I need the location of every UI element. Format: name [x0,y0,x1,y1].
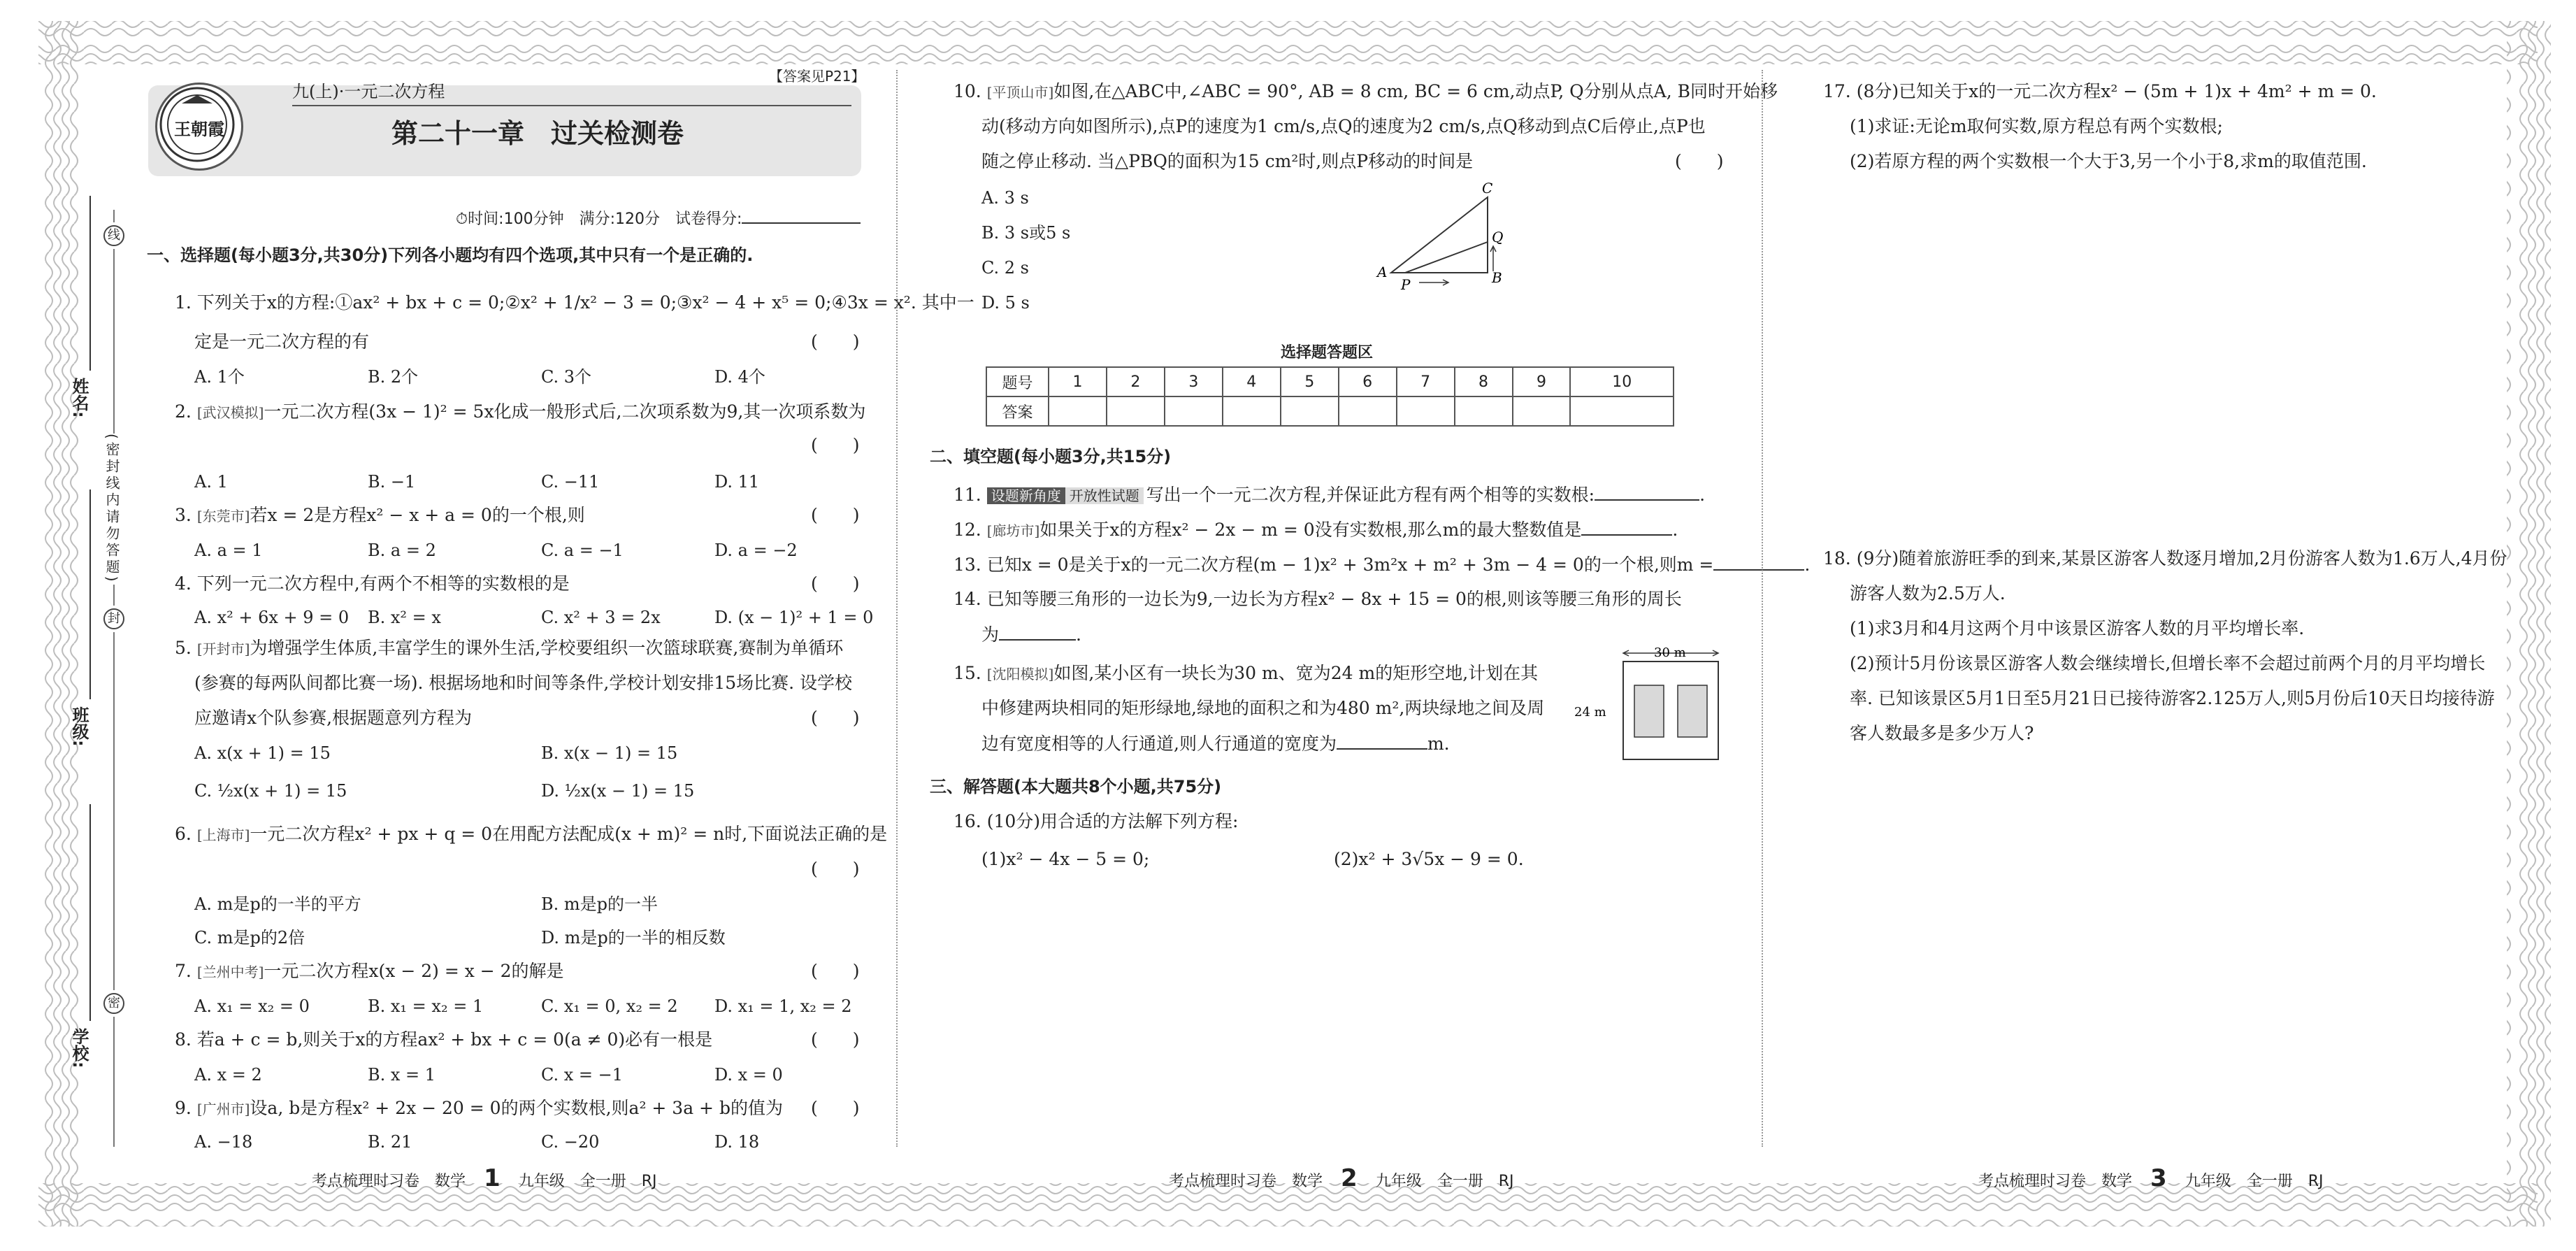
page-number-2: 2 [1341,1164,1358,1192]
q18-part2-line1: (2)预计5月份该景区游客人数会继续增长,但增长率不会超过前两个月的月平均增长 [1850,653,2486,673]
fig15-width-label: 30 m [1654,646,1686,660]
q7-option-a[interactable]: A. x₁ = x₂ = 0 [194,996,310,1016]
fig-label-a: A [1377,264,1388,280]
q10-line2: 动(移动方向如图所示),点P的速度为1 cm/s,点Q的速度为2 cm/s,点Q移动到点C后停止,点P也 [981,116,1706,136]
table-number: 2 [1107,367,1165,396]
q3-option-c[interactable]: C. a = −1 [541,541,624,560]
seal-marker: 封 [103,606,124,632]
answer-table-header-number: 题号 [986,367,1049,396]
q6-answer-paren[interactable]: ( ) [811,859,860,879]
section3-heading: 三、解答题(本大题共8个小题,共75分) [930,777,1222,796]
q4-option-b[interactable]: B. x² = x [368,608,441,627]
answer-cell[interactable] [1223,396,1281,426]
q2-option-c[interactable]: C. −11 [541,472,600,492]
q18-line2: 游客人数为2.5万人. [1850,583,2006,603]
answer-table-number-row [986,367,1674,396]
q18-part2-line3: 客人数最多是多少万人? [1850,723,2034,743]
section1-heading: 一、选择题(每小题3分,共30分)下列各小题均有四个选项,其中只有一个是正确的. [147,245,754,265]
q17-part1: (1)求证:无论m取何实数,原方程总有两个实数根; [1850,116,2223,136]
answer-cell[interactable] [1281,396,1339,426]
q5-option-d[interactable]: D. ½x(x − 1) = 15 [541,781,695,801]
q6-line1: 6. [上海市]一元二次方程x² + px + q = 0在用配方法配成(x + m)² = n时,下面说法正确的是 [175,824,888,844]
chapter-title: 第二十一章 过关检测卷 [391,118,684,149]
q5-answer-paren[interactable]: ( ) [811,708,860,728]
q2-answer-paren[interactable]: ( ) [811,435,860,455]
answer-table-answer-row [986,396,1674,426]
q8-option-d[interactable]: D. x = 0 [714,1065,783,1085]
name-label: 姓名: [69,378,89,418]
q7-line1: 7. [兰州中考]一元二次方程x(x − 2) = x − 2的解是 [175,961,564,981]
q5-line2: (参赛的每两队间都比赛一场). 根据场地和时间等条件,学校计划安排15场比赛. 设学校 [194,673,853,693]
q15-garden-figure [1573,646,1727,765]
q4-option-a[interactable]: A. x² + 6x + 9 = 0 [194,608,350,627]
q4-answer-paren[interactable]: ( ) [811,573,860,594]
q15-line1: 15. [沈阳模拟]如图,某小区有一块长为30 m、宽为24 m的矩形空地,计划在其 [954,663,1539,683]
answer-cell[interactable] [1339,396,1397,426]
fig-label-q: Q [1492,229,1504,245]
class-field[interactable] [89,489,91,699]
answer-table [986,366,1674,427]
q7-option-b[interactable]: B. x₁ = x₂ = 1 [368,996,484,1016]
q17-answer-area[interactable] [1818,182,2503,538]
q10-answer-paren[interactable]: ( ) [1675,151,1724,171]
q3-answer-paren[interactable]: ( ) [811,505,860,525]
q10-option-c[interactable]: C. 2 s [981,258,1029,278]
q9-option-d[interactable]: D. 18 [714,1132,760,1152]
page-number-3: 3 [2150,1164,2167,1192]
answer-cell[interactable] [1107,396,1165,426]
q18-part1: (1)求3月和4月这两个月中该景区游客人数的月平均增长率. [1850,618,2305,638]
q6-option-b[interactable]: B. m是p的一半 [541,894,659,914]
q5-option-b[interactable]: B. x(x − 1) = 15 [541,743,678,763]
q1-option-a[interactable]: A. 1个 [194,367,245,387]
q17-part2: (2)若原方程的两个实数根一个大于3,另一个小于8,求m的取值范围. [1850,151,2367,171]
q9-option-a[interactable]: A. −18 [194,1132,253,1152]
table-number: 8 [1455,367,1513,396]
q6-option-c[interactable]: C. m是p的2倍 [194,928,305,948]
answer-cell[interactable] [1397,396,1455,426]
q10-line3: 随之停止移动. 当△PBQ的面积为15 cm²时,则点P移动的时间是 [981,151,1474,171]
q2-option-d[interactable]: D. 11 [714,472,760,492]
q2-line1: 2. [武汉模拟]一元二次方程(3x − 1)² = 5x化成一般形式后,二次项系数为9,其一次项系数为 [175,401,866,422]
q9-option-b[interactable]: B. 21 [368,1132,412,1152]
q15-line2: 中修建两块相同的矩形绿地,绿地的面积之和为480 m²,两块绿地之间及周 [981,698,1545,718]
q17-line: 17. (8分)已知关于x的一元二次方程x² − (5m + 1)x + 4m² + m = 0. [1823,81,2377,101]
q16-part1: (1)x² − 4x − 5 = 0; [981,849,1150,869]
logo-seal [155,83,243,171]
q8-answer-paren[interactable]: ( ) [811,1029,860,1050]
answer-cell[interactable] [1513,396,1571,426]
q13-line: 13. 已知x = 0是关于x的一元二次方程(m − 1)x² + 3m²x + m² + 3m − 4 = 0的一个根,则m = . [954,555,1811,575]
q5-line1: 5. [开封市]为增强学生体质,丰富学生的课外生活,学校要组织一次篮球联赛,赛制为单循环 [175,638,844,658]
answer-table-title: 选择题答题区 [1281,344,1374,362]
q13-answer-blank[interactable] [1713,554,1804,571]
subject-underline [292,105,851,106]
q11-line: 11. 设题新角度 开放性试题 写出一个一元二次方程,并保证此方程有两个相等的实数根: . [954,485,1706,505]
q8-line1: 8. 若a + c = b,则关于x的方程ax² + bx + c = 0(a ≠ 0)必有一根是 [175,1029,713,1050]
q1-answer-paren[interactable]: ( ) [811,331,860,352]
q9-line1: 9. [广州市]设a, b是方程x² + 2x − 20 = 0的两个实数根,则a² + 3a + b的值为 [175,1098,783,1118]
answer-cell[interactable] [1455,396,1513,426]
q3-option-d[interactable]: D. a = −2 [714,541,798,560]
footer-page-1: 考点梳理时习卷 数学 1 九年级 全一册 RJ [312,1164,657,1192]
q3-option-a[interactable]: A. a = 1 [194,541,263,560]
table-number: 6 [1339,367,1397,396]
q15-answer-blank[interactable] [1337,733,1427,750]
answer-cell[interactable] [1049,396,1107,426]
table-number: 10 [1570,367,1674,396]
name-field[interactable] [89,196,91,371]
table-number: 9 [1513,367,1571,396]
q1-option-b[interactable]: B. 2个 [368,367,419,387]
answer-reference: 【答案见P21】 [769,68,865,85]
seal-warning: (密封线内请勿答题) [102,434,122,585]
table-number: 5 [1281,367,1339,396]
q11-badge-new-angle: 设题新角度 [987,487,1065,504]
q9-answer-paren[interactable]: ( ) [811,1098,860,1118]
footer-page-2: 考点梳理时习卷 数学 2 九年级 全一册 RJ [1169,1164,1514,1192]
q1-option-c[interactable]: C. 3个 [541,367,592,387]
q7-option-d[interactable]: D. x₁ = 1, x₂ = 2 [714,996,852,1016]
column-divider-1 [896,70,898,1147]
column-divider-2 [1762,70,1763,1147]
q14-line1: 14. 已知等腰三角形的一边长为9,一边长为方程x² − 8x + 15 = 0的根,则该等腰三角形的周长 [954,589,1682,609]
page-number-1: 1 [484,1164,501,1192]
q12-line: 12. [廊坊市]如果关于x的方程x² − 2x − m = 0没有实数根,那么m的最大整数值是 . [954,520,1678,540]
q5-line3: 应邀请x个队参赛,根据题意列方程为 [194,708,473,728]
footer-page-3: 考点梳理时习卷 数学 3 九年级 全一册 RJ [1978,1164,2324,1192]
fig-label-p: P [1401,276,1411,293]
q12-answer-blank[interactable] [1581,519,1672,536]
q3-option-b[interactable]: B. a = 2 [368,541,436,560]
school-label: 学校: [69,1028,89,1068]
q4-option-c[interactable]: C. x² + 3 = 2x [541,608,661,627]
q1-line1: 1. 下列关于x的方程:①ax² + bx + c = 0;②x² + 1/x² − 3 = 0;③x² − 4 + x⁵ = 0;④3x = x². 其中一 [175,292,974,313]
q18-line1: 18. (9分)随着旅游旺季的到来,某景区游客人数逐月增加,2月份游客人数为1.6万人,4月份 [1823,548,2507,569]
q14-line2: 为 . [981,624,1081,645]
q7-option-c[interactable]: C. x₁ = 0, x₂ = 2 [541,996,678,1016]
q1-line2: 定是一元二次方程的有 [194,331,370,352]
subject-line: 九(上)·一元二次方程 [292,82,445,101]
q5-option-c[interactable]: C. ½x(x + 1) = 15 [194,781,347,801]
q5-option-a[interactable]: A. x(x + 1) = 15 [194,743,331,763]
exam-meta: ⏱时间:100分钟 满分:120分 试卷得分: [456,207,861,230]
secret-marker: 密 [103,990,124,1017]
table-number: 7 [1397,367,1455,396]
table-number: 4 [1223,367,1281,396]
fig15-height-label: 24 m [1574,705,1606,720]
class-label: 班级: [69,706,89,747]
q2-option-a[interactable]: A. 1 [194,472,228,492]
score-field[interactable] [742,207,861,224]
logo-text: 王朝霞 [174,119,224,139]
q10-option-b[interactable]: B. 3 s或5 s [981,223,1071,243]
q16-part2: (2)x² + 3√5x − 9 = 0. [1334,849,1524,869]
q14-answer-blank[interactable] [999,624,1076,641]
q16-line: 16. (10分)用合适的方法解下列方程: [954,811,1239,831]
section2-heading: 二、填空题(每小题3分,共15分) [930,447,1172,466]
q10-line1: 10. [平顶山市]如图,在△ABC中,∠ABC = 90°, AB = 8 cm, BC = 6 cm,动点P, Q分别从点A, B同时开始移 [954,81,1778,101]
table-number: 3 [1165,367,1223,396]
q11-answer-blank[interactable] [1595,484,1699,501]
q10-option-a[interactable]: A. 3 s [981,188,1029,208]
line-marker: 线 [103,222,124,249]
q10-option-d[interactable]: D. 5 s [981,293,1030,313]
q2-option-b[interactable]: B. −1 [368,472,416,492]
q10-triangle-figure [1370,182,1510,294]
q11-badge-open: 开放性试题 [1065,487,1144,504]
q3-line1: 3. [东莞市]若x = 2是方程x² − x + a = 0的一个根,则 [175,505,585,525]
q9-option-c[interactable]: C. −20 [541,1132,600,1152]
answer-cell[interactable] [1165,396,1223,426]
q7-answer-paren[interactable]: ( ) [811,961,860,981]
answer-cell[interactable] [1570,396,1674,426]
q4-line1: 4. 下列一元二次方程中,有两个不相等的实数根的是 [175,573,570,594]
fig-label-b: B [1492,269,1502,286]
q18-answer-area[interactable] [1818,755,2503,1147]
q6-option-d[interactable]: D. m是p的一半的相反数 [541,928,726,948]
q16-answer-area[interactable] [930,881,1713,1147]
school-field[interactable] [89,804,91,1021]
q6-option-a[interactable]: A. m是p的一半的平方 [194,894,361,914]
table-number: 1 [1049,367,1107,396]
q18-part2-line2: 率. 已知该景区5月1日至5月21日已接待游客2.125万人,则5月份后10天日均接待游 [1850,688,2495,708]
q8-option-b[interactable]: B. x = 1 [368,1065,436,1085]
fig-label-c: C [1482,182,1493,196]
q15-line3: 边有宽度相等的人行通道,则人行通道的宽度为 m. [981,734,1450,754]
answer-table-header-answer: 答案 [986,396,1049,426]
q4-option-d[interactable]: D. (x − 1)² + 1 = 0 [714,608,874,627]
q1-option-d[interactable]: D. 4个 [714,367,765,387]
q8-option-c[interactable]: C. x = −1 [541,1065,624,1085]
q8-option-a[interactable]: A. x = 2 [194,1065,262,1085]
